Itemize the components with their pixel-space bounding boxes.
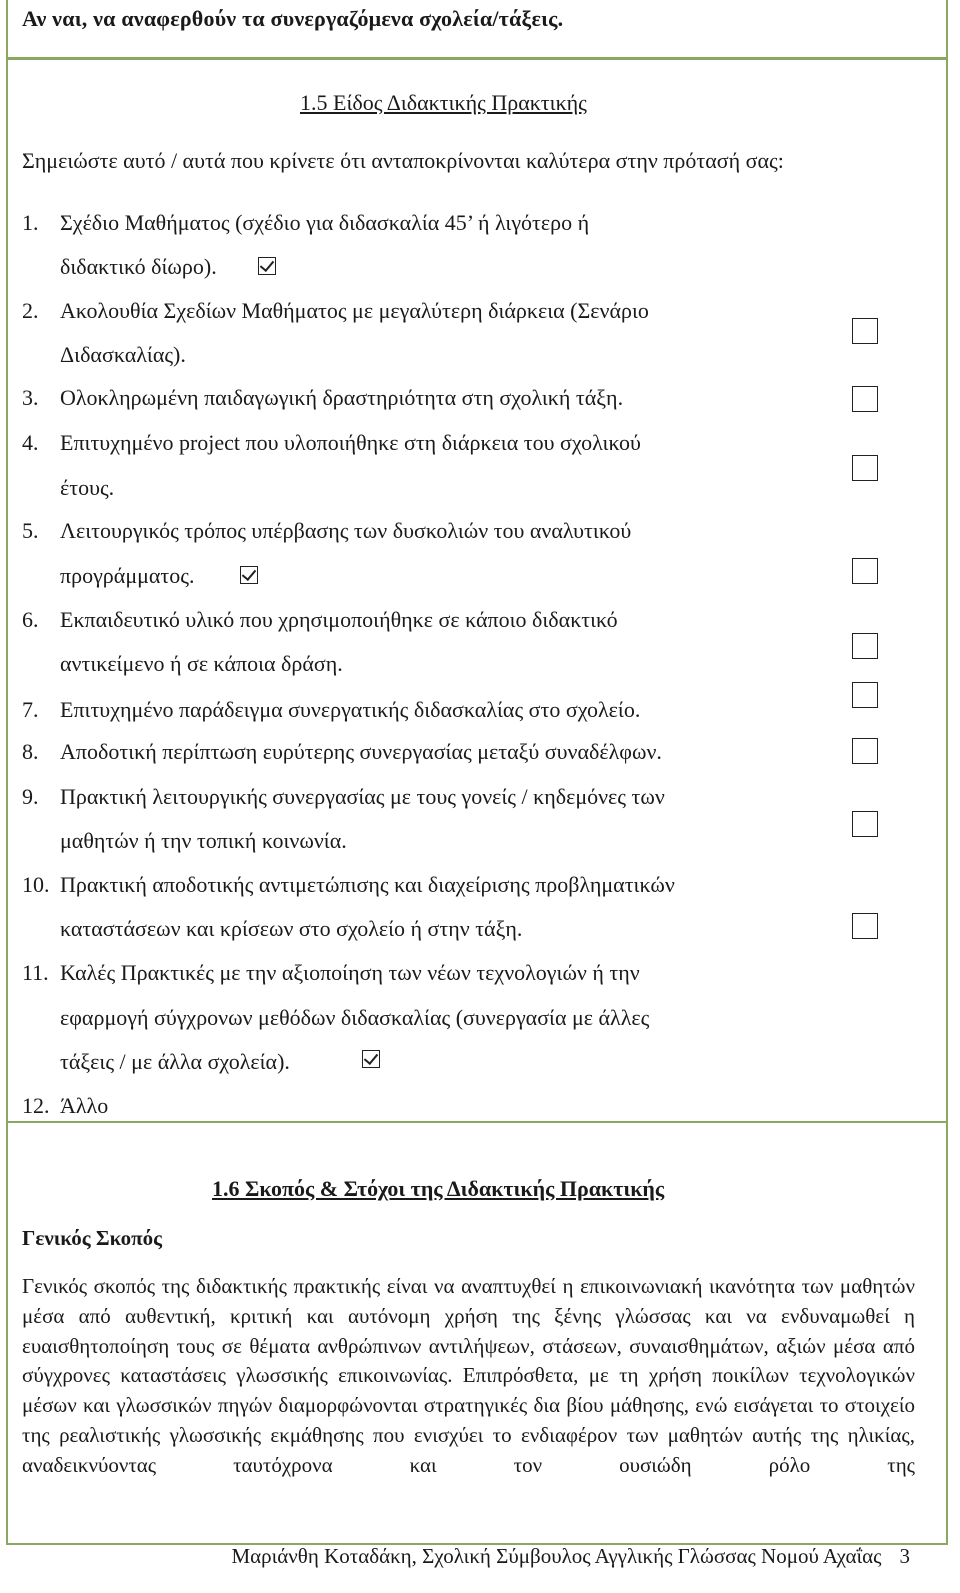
checked-checkbox-icon[interactable] (362, 1050, 380, 1068)
item-text-line: Πρακτική αποδοτικής αντιμετώπισης και διαχείρισης προβληματικών (60, 872, 675, 897)
checkbox-icon[interactable] (852, 913, 878, 939)
item-number: 2. (22, 298, 39, 323)
checkbox-icon[interactable] (852, 318, 878, 344)
item-text-line: Αποδοτική περίπτωση ευρύτερης συνεργασίας μεταξύ συναδέλφων. (60, 739, 662, 764)
page-number: 3 (899, 1544, 910, 1568)
item-number: 7. (22, 697, 39, 722)
item-text-line: καταστάσεων και κρίσεων στο σχολείο ή στην τάξη. (60, 916, 523, 941)
item-text-line: εφαρμογή σύγχρονων μεθόδων διδασκαλίας (συνεργασία με άλλες (60, 1005, 650, 1030)
item-text-line: τάξεις / με άλλα σχολεία). (60, 1049, 290, 1074)
checkbox-icon[interactable] (852, 455, 878, 481)
section-15-heading: 1.5 Είδος Διδακτικής Πρακτικής (300, 90, 587, 115)
item-text-line: Λειτουργικός τρόπος υπέρβασης των δυσκολιών του αναλυτικού (60, 518, 632, 543)
checked-checkbox-icon[interactable] (258, 257, 276, 275)
item-number: 6. (22, 607, 39, 632)
footer-author: Μαριάνθη Κοταδάκη, Σχολική Σύμβουλος Αγγλικής Γλώσσας Νομού Αχαΐας (231, 1544, 882, 1568)
item-text-line: Εκπαιδευτικό υλικό που χρησιμοποιήθηκε σε κάποιο διδακτικό (60, 607, 618, 632)
item-text-line: Ακολουθία Σχεδίων Μαθήματος με μεγαλύτερη διάρκεια (Σενάριο (60, 298, 649, 323)
item-text-line: Διδασκαλίας). (60, 342, 186, 367)
checkbox-icon[interactable] (852, 386, 878, 412)
item-text-line: προγράμματος. (60, 563, 195, 588)
section-15-instruction: Σημειώστε αυτό / αυτά που κρίνετε ότι ανταποκρίνονται καλύτερα στην πρότασή σας: (22, 148, 784, 173)
item-text-line: έτους. (60, 475, 115, 500)
item-text-line: Επιτυχημένο παράδειγμα συνεργατικής διδασκαλίας στο σχολείο. (60, 697, 641, 722)
item-text-line: διδακτικό δίωρο). (60, 254, 217, 279)
intro-line: Αν ναι, να αναφερθούν τα συνεργαζόμενα σχολεία/τάξεις. (22, 6, 564, 31)
checkbox-icon[interactable] (852, 633, 878, 659)
item-number: 5. (22, 518, 39, 543)
item-text-line: Επιτυχημένο project που υλοποιήθηκε στη διάρκεια του σχολικού (60, 430, 641, 455)
item-text-line: αντικείμενο ή σε κάποια δράση. (60, 651, 343, 676)
item-number: 3. (22, 385, 39, 410)
item-text-line: Ολοκληρωμένη παιδαγωγική δραστηριότητα στη σχολική τάξη. (60, 385, 624, 410)
item-text-line: μαθητών ή την τοπική κοινωνία. (60, 828, 347, 853)
item-number: 8. (22, 739, 39, 764)
checkbox-icon[interactable] (852, 682, 878, 708)
section-16-heading: 1.6 Σκοπός & Στόχοι της Διδακτικής Πρακτικής (212, 1176, 665, 1201)
item-text-line: Πρακτική λειτουργικής συνεργασίας με τους γονείς / κηδεμόνες των (60, 784, 665, 809)
item-text-line: Άλλο (60, 1093, 109, 1118)
checkbox-icon[interactable] (852, 811, 878, 837)
item-number: 1. (22, 210, 39, 235)
checkbox-icon[interactable] (852, 738, 878, 764)
item-number: 12. (22, 1093, 50, 1118)
checkbox-icon[interactable] (852, 558, 878, 584)
item-text-line: Καλές Πρακτικές με την αξιοποίηση των νέων τεχνολογιών ή την (60, 960, 640, 985)
item-number: 4. (22, 430, 39, 455)
item-number: 9. (22, 784, 39, 809)
page-footer (232, 1544, 911, 1569)
item-number: 11. (22, 960, 49, 985)
general-aim-paragraph: Γενικός σκοπός της διδακτικής πρακτικής είναι να αναπτυχθεί η επικοινωνιακή ικανότητα των μαθητών μέσα από αυθεντική, κριτική και αυτόνομη χρήση της ξένης γλώσσας και να ενδυναμωθεί η ευαισθητοποίηση τους σε θέματα ανθρώπινων αντιλήψεων, στάσεων, συναισθημάτων, αξιών μέσα από σύγχρονες καταστάσεις γλωσσικής επικοινωνίας. Επιπρόσθετα, με τη χρήση ποικίλων τεχνολογικών μέσων και γλωσσικών πηγών διαμορφώνονται στρατηγικές δια βίου μάθησης, ενώ εισάγεται το στοιχείο της ρεαλιστικής γλωσσικής εκμάθησης που ενισχύει το ενδιαφέρον των μαθητών αυτής της ηλικίας, αναδεικνύοντας ταυτόχρονα και τον ουσιώδη ρόλο της (22, 1274, 915, 1477)
item-text-line: Σχέδιο Μαθήματος (σχέδιο για διδασκαλία 45’ ή λιγότερο ή (60, 210, 590, 235)
general-aim-title: Γενικός Σκοπός (22, 1226, 163, 1250)
item-number: 10. (22, 872, 50, 897)
checked-checkbox-icon[interactable] (240, 566, 258, 584)
